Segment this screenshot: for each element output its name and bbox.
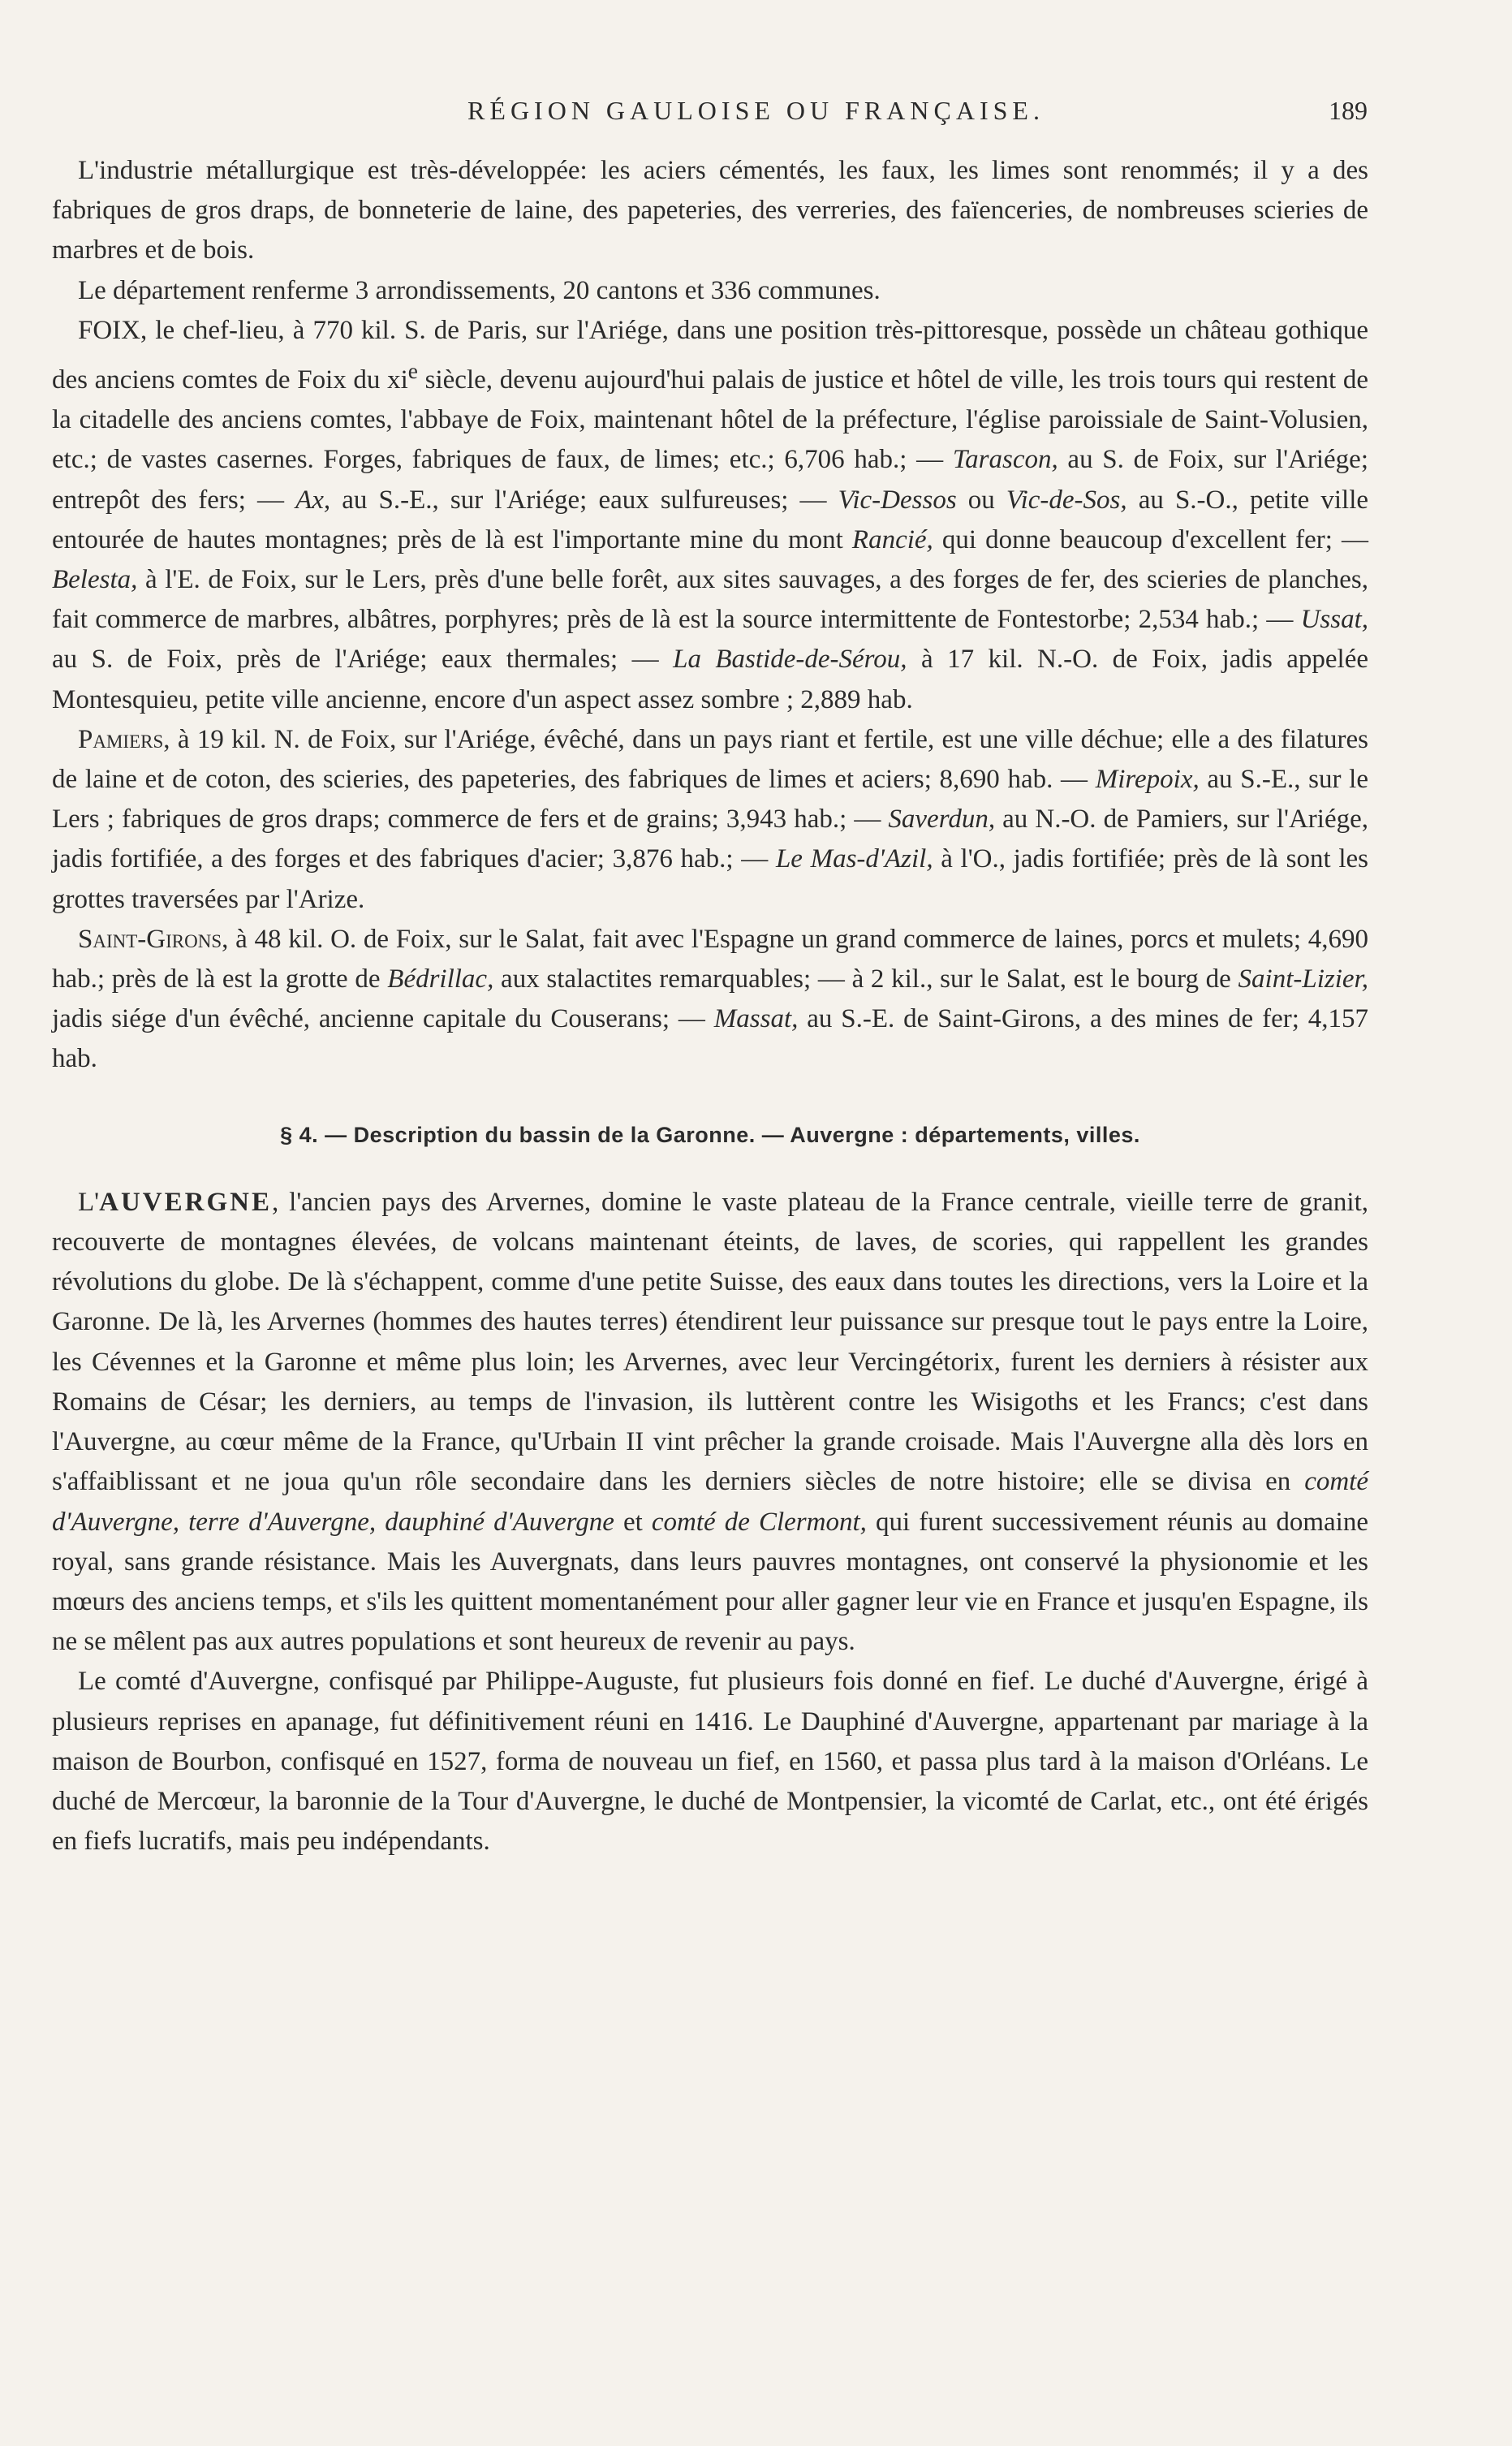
running-head bbox=[0, 96, 1512, 136]
paragraph-departement: Le département renferme 3 arrondissements, 20 cantons et 336 communes. bbox=[78, 275, 881, 305]
paragraph-comte-auvergne: Le comté d'Auvergne, confisqué par Philippe-Auguste, fut plusieurs fois donné en fief. Le duché d'Auvergne, érigé à plusieurs reprises en apanage, fut définitivement réuni en 1416. Le Dauphiné d'Auvergne, appartenant par mariage à la maison de Bourbon, confisqué en 1527, forma de nouveau un fief, en 1560, et passa plus tard à la maison d'Orléans. Le duché de Mercœur, la baronnie de la Tour d'Auvergne, le duché de Montpensier, la vicomté de Carlat, etc., ont été érigés en fiefs lucratifs, mais peu indépendants. bbox=[52, 1667, 1368, 1857]
paragraph-auvergne: L'AUVERGNE, l'ancien pays des Arvernes, domine le vaste plateau de la France centrale, vieille terre de granit, recouverte de montagnes élevées, de volcans maintenant éteints, de laves, de scories, qui rappellent les grandes révolutions du globe. De là s'échappent, comme d'une petite Suisse, des eaux dans toutes les directions, vers la Loire et la Garonne. De là, les Arvernes (hommes des hautes terres) étendirent leur puissance sur presque tout le pays entre la Loire, les Cévennes et la Garonne et même plus loin; les Arvernes, avec leur Vercingétorix, furent les derniers à résister aux Romains de César; les derniers, au temps de l'invasion, ils luttèrent contre les Wisigoths et les Francs; c'est dans l'Auvergne, au cœur même de la France, qu'Urbain II vint prêcher la grande croisade. Mais l'Auvergne alla dès lors en s'affaiblissant et ne joua qu'un rôle secondaire dans les derniers siècles de notre histoire; elle se divisa en comté d'Auvergne, terre d'Auvergne, dauphiné d'Auvergne et comté de Clermont, qui furent successivement réunis au domaine royal, sans grande résistance. Mais les Auvergnats, dans leurs pauvres montagnes, ont conservé la physionomie et les mœurs des anciens temps, et s'ils les quittent momentanément pour aller gagner leur vie en France et jusqu'en Espagne, ils ne se mêlent pas aux autres populations et sont heureux de revenir au pays. bbox=[52, 1187, 1368, 1657]
running-head-title: RÉGION GAULOISE OU FRANÇAISE. bbox=[467, 96, 1045, 125]
place-name-saint-girons: Saint-Girons, bbox=[78, 924, 229, 954]
section-heading: § 4. — Description du bassin de la Garonne. — Auvergne : départements, villes. bbox=[280, 1122, 1140, 1147]
page-body bbox=[52, 151, 1368, 1861]
page-number: 189 bbox=[1329, 96, 1368, 125]
paragraph-pamiers: Pamiers, à 19 kil. N. de Foix, sur l'Ariége, évêché, dans un pays riant et fertile, est une ville déchue; elle a des filatures de laine et de coton, des scieries, des papeteries, des fabriques de limes et aciers; 8,690 hab. — Mirepoix, au S.-E., sur le Lers ; fabriques de gros draps; commerce de fers et de grains; 3,943 hab.; — Saverdun, au N.-O. de Pamiers, sur l'Ariége, jadis fortifiée, a des forges et des fabriques d'acier; 3,876 hab.; — Le Mas-d'Azil, à l'O., jadis fortifiée; près de là sont les grottes traversées par l'Arize. bbox=[52, 724, 1369, 914]
paragraph-foix: FOIX, le chef-lieu, à 770 kil. S. de Paris, sur l'Ariége, dans une position très-pittoresque, possède un château gothique des anciens comtes de Foix du $xi^e$ siècle, devenu aujourd'hui palais de justice et hôtel de ville, les trois tours qui restent de la citadelle des anciens comtes, l'abbaye de Foix, maintenant hôtel de la préfecture, l'église paroissiale de Saint-Volusien, etc.; de vastes casernes. Forges, fabriques de faux, de limes; etc.; 6,706 hab.; — Tarascon, au S. de Foix, sur l'Ariége; entrepôt des fers; — Ax, au S.-E., sur l'Ariége; eaux sulfureuses; — Vic-Dessos ou Vic-de-Sos, au S.-O., petite ville entourée de hautes montagnes; près de là est l'importante mine du mont Rancié, qui donne beaucoup d'excellent fer; — Belesta, à l'E. de Foix, sur le Lers, près d'une belle forêt, aux sites sauvages, a des forges de fer, des scieries de planches, fait commerce de marbres, albâtres, porphyres; près de là est la source intermittente de Fontestorbe; 2,534 hab.; — Ussat, au S. de Foix, près de l'Ariége; eaux thermales; — La Bastide-de-Sérou, à 17 kil. N.-O. de Foix, jadis appelée Montesquieu, petite ville ancienne, encore d'un aspect assez sombre ; 2,889 hab. bbox=[52, 315, 1369, 714]
paragraph-saint-girons: Saint-Girons, à 48 kil. O. de Foix, sur le Salat, fait avec l'Espagne un grand commerce de laines, porcs et mulets; 4,690 hab.; près de là est la grotte de Bédrillac, aux stalactites remarquables; — à 2 kil., sur le Salat, est le bourg de Saint-Lizier, jadis siége d'un évêché, ancienne capitale du Couserans; — Massat, au S.-E. de Saint-Girons, a des mines de fer; 4,157 hab. bbox=[52, 924, 1368, 1074]
paragraph-industry: L'industrie métallurgique est très-développée: les aciers cémentés, les faux, les limes sont renommés; il y a des fabriques de gros draps, de bonneterie de laine, des papeteries, des verreries, des faïenceries, de nombreuses scieries de marbres et de bois. bbox=[52, 156, 1368, 265]
place-name-pamiers: Pamiers, bbox=[78, 724, 170, 754]
place-name-auvergne: AUVERGNE bbox=[99, 1187, 272, 1217]
